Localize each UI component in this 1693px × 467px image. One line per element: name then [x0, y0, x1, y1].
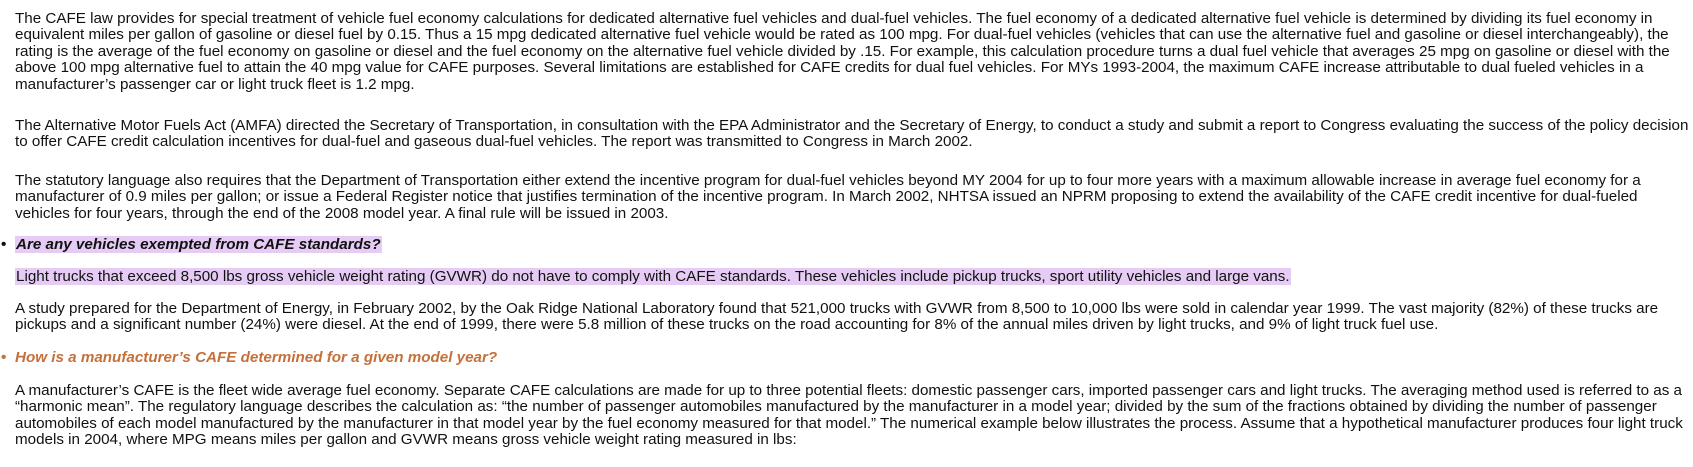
answer-exemptions [15, 269, 1291, 285]
question-text: How is a manufacturer’s CAFE determined for a given model year? [15, 349, 498, 366]
paragraph-amfa-study: The Alternative Motor Fuels Act (AMFA) directed the Secretary of Transportation, in consultation with the EPA Administrator and the Secretary of Energy, to conduct a study and submit a report to Congress evaluating the success of the policy decision to offer CAFE credit calculation incentives for dual-fuel and gaseous dual-fuel vehicles. The report was transmitted to Congress in March 2002. [15, 117, 1689, 151]
faq-question-cafe-determination [1, 349, 498, 366]
paragraph-statutory-language: The statutory language also requires that the Department of Transportation either extend the incentive program for dual-fuel vehicles beyond MY 2004 for up to four more years with a maximum allowable increase in average fuel economy for a manufacturer of 0.9 miles per gallon; or issue a Federal Register notice that justifies termination of the incentive program. In March 2002, NHTSA issued an NPRM proposing to extend the availability of the CAFE credit incentive for dual-fueled vehicles for four years, through the end of the 2008 model year. A final rule will be issued in 2003. [15, 172, 1641, 222]
question-text: Are any vehicles exempted from CAFE standards? [16, 236, 381, 253]
bullet-icon: • [1, 236, 7, 253]
paragraph-dual-fuel-credits: The CAFE law provides for special treatment of vehicle fuel economy calculations for dedicated alternative fuel vehicles and dual-fuel vehicles. The fuel economy of a dedicated alternative fuel vehicle is determined by dividing its fuel economy in equivalent miles per gallon of gasoline or diesel fuel by 0.15. Thus a 15 mpg dedicated alternative fuel vehicle would be rated as 100 mpg. For dual-fuel vehicles (vehicles that can use the alternative fuel and gasoline or diesel interchangeably), the rating is the average of the fuel economy on gasoline or diesel and the fuel economy on the alternative fuel vehicle divided by .15. For example, this calculation procedure turns a dual fuel vehicle that averages 25 mpg on gasoline or diesel with the above 100 mpg alternative fuel to attain the 40 mpg value for CAFE purposes. Several limitations are established for CAFE credits for dual fuel vehicles. For MYs 1993-2004, the maximum CAFE increase attributable to dual fueled vehicles in a manufacturer’s passenger car or light truck fleet is 1.2 mpg. [15, 10, 1670, 93]
faq-question-exemptions [1, 236, 382, 253]
paragraph-oak-ridge-study: A study prepared for the Department of Energy, in February 2002, by the Oak Ridge National Laboratory found that 521,000 trucks with GVWR from 8,500 to 10,000 lbs were sold in calendar year 1999. The vast majority (82%) of these trucks are pickups and a significant number (24%) were diesel. At the end of 1999, there were 5.8 million of these trucks on the road accounting for 8% of the annual miles driven by light trucks, and 9% of light truck fuel use. [15, 300, 1659, 334]
highlighted-answer-text: Light trucks that exceed 8,500 lbs gross vehicle weight rating (GVWR) do not have to comply with CAFE standards. These vehicles include pickup trucks, sport utility vehicles and large vans. [16, 268, 1290, 285]
paragraph-harmonic-mean: A manufacturer’s CAFE is the fleet wide average fuel economy. Separate CAFE calculations are made for up to three potential fleets: domestic passenger cars, imported passenger cars and light trucks. The averaging method used is referred to as a “harmonic mean”. The regulatory language describes the calculation as: “the number of passenger automobiles manufactured by the manufacturer in a model year; divided by the sum of the fractions obtained by dividing the number of passenger automobiles of each model manufactured by the manufacturer in that model year by the fuel economy measured for that model.” The numerical example below illustrates the process. Assume that a hypothetical manufacturer produces four light truck models in 2004, where MPG means miles per gallon and GVWR means gross vehicle weight rating measured in lbs: [15, 382, 1683, 449]
bullet-icon: • [1, 349, 7, 366]
